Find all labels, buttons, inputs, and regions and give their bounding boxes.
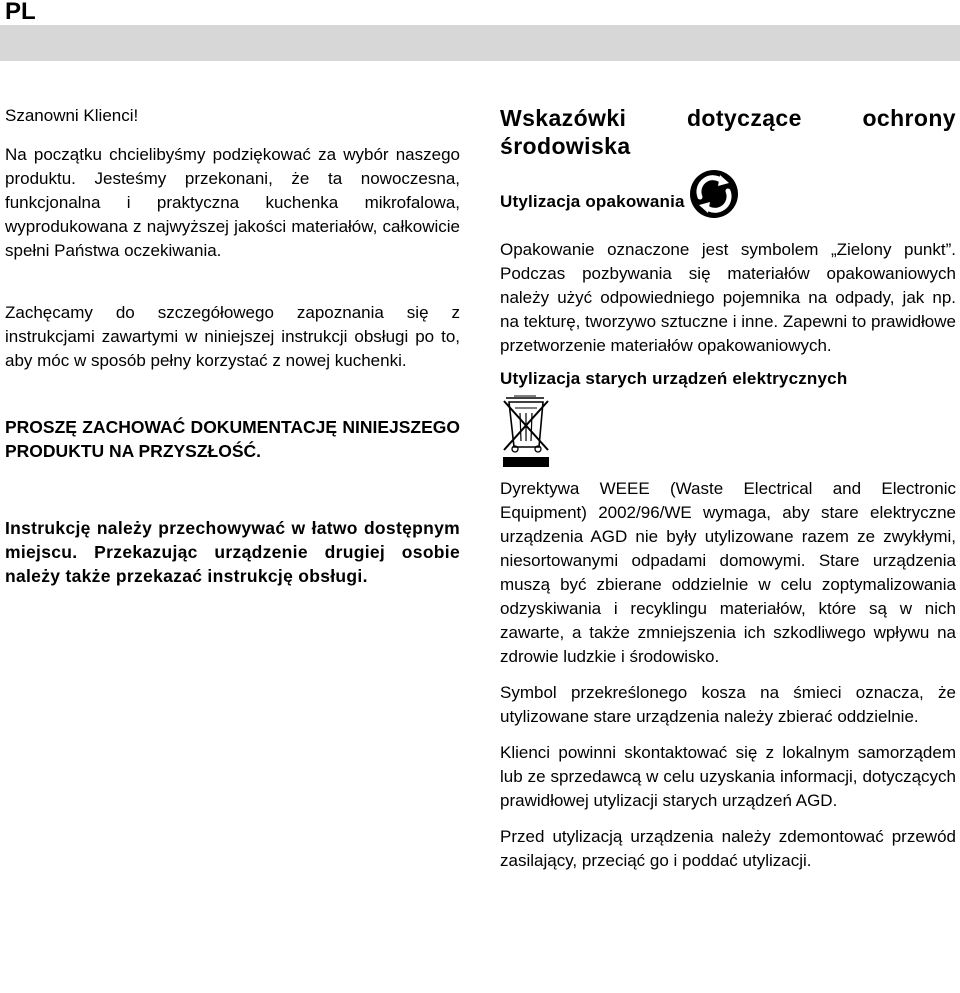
bin-symbol-text: Symbol przekreślonego kosza na śmieci oznacza, że utylizowane stare urządzenia należy zbierać oddzielnie. bbox=[500, 683, 956, 726]
appliances-heading: Utylizacja starych urządzeń elektrycznych bbox=[500, 369, 848, 388]
header-bar bbox=[0, 25, 960, 61]
greeting: Szanowni Klienci! bbox=[5, 106, 139, 125]
language-code: PL bbox=[5, 0, 36, 25]
packaging-heading: Utylizacja opakowania bbox=[500, 192, 685, 211]
packaging-heading-row bbox=[500, 174, 956, 230]
left-column bbox=[5, 104, 460, 588]
environment-heading: Wskazówki dotyczące ochrony środowiska bbox=[500, 105, 956, 159]
keep-documentation-notice: PROSZĘ ZACHOWAĆ DOKUMENTACJĘ NINIEJSZEGO PRODUKTU NA PRZYSZŁOŚĆ. bbox=[5, 417, 460, 461]
disassembly-text: Przed utylizacją urządzenia należy zdemontować przewód zasilający, przeciąć go i poddać utylizacji. bbox=[500, 827, 956, 870]
right-column bbox=[500, 104, 956, 873]
intro-paragraph: Na początku chcielibyśmy podziękować za wybór naszego produktu. Jesteśmy przekonani, że ta nowoczesna, funkcjonalna i praktyczna kuchenka mikrofalowa, wyprodukowana z najwyższej jakości materiałów, całkowicie spełni Państwa oczekiwania. bbox=[5, 145, 460, 260]
instructions-paragraph: Zachęcamy do szczegółowego zapoznania się z instrukcjami zawartymi w niniejszej instrukcji obsługi po to, aby móc w sposób pełny korzystać z nowej kuchenki. bbox=[5, 303, 460, 370]
packaging-text: Opakowanie oznaczone jest symbolem „Zielony punkt”. Podczas pozbywania się materiałów opakowaniowych należy użyć odpowiedniego pojemnika na odpady, jak np. na tekturę, tworzywo sztuczne i inne. Zapewni to prawidłowe przetworzenie materiałów opakowaniowych. bbox=[500, 240, 956, 355]
contact-authorities-text: Klienci powinni skontaktować się z lokalnym samorządem lub ze sprzedawcą w celu uzyskania informacji, dotyczących prawidłowej utylizacji starych urządzeń AGD. bbox=[500, 743, 956, 810]
crossed-out-wheelie-bin-icon bbox=[500, 395, 552, 467]
weee-directive-text: Dyrektywa WEEE (Waste Electrical and Electronic Equipment) 2002/96/WE wymaga, aby stare elektryczne urządzenia AGD nie były utylizowane razem ze zwykłymi, niesortowanymi odpadami domowymi. Stare urządzenia muszą być zbierane oddzielnie w celu zoptymalizowania odzyskiwania i recyklingu materiałów, które są w nich zawarte, a także zmniejszenia ich szkodliwego wpływu na zdrowie ludzkie i środowisko. bbox=[500, 479, 956, 666]
keep-instructions-notice: Instrukcję należy przechowywać w łatwo dostępnym miejscu. Przekazując urządzenie drugiej osobie należy także przekazać instrukcję obsługi. bbox=[5, 518, 460, 586]
green-dot-recycle-icon bbox=[689, 169, 739, 219]
